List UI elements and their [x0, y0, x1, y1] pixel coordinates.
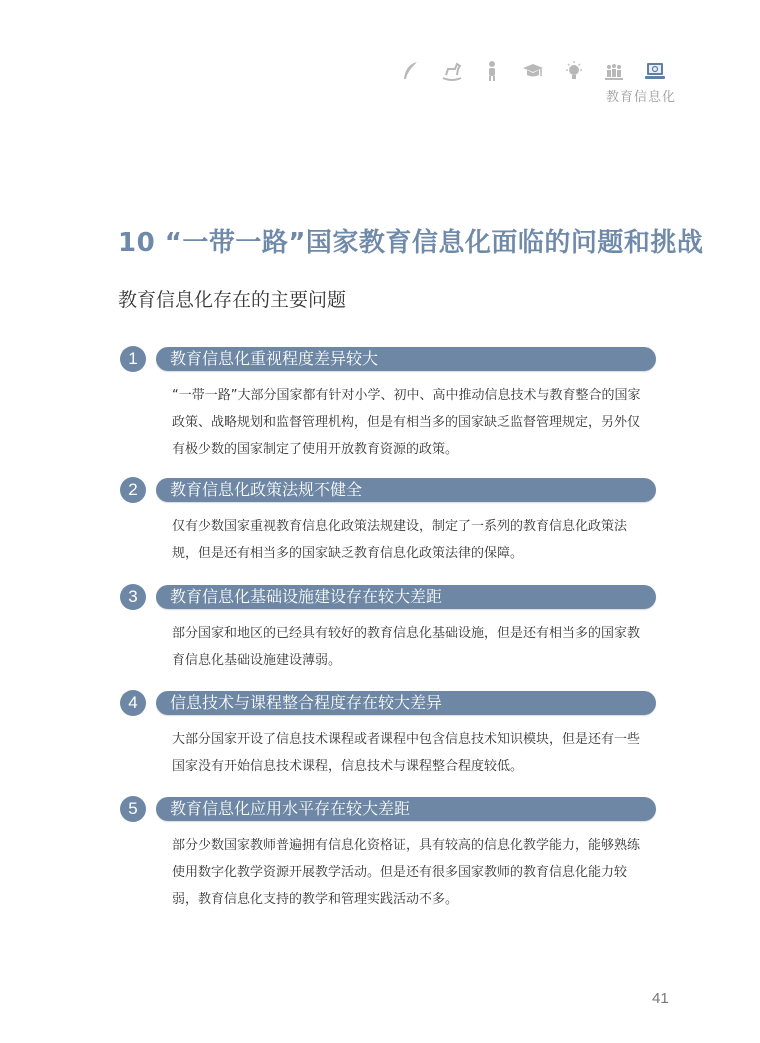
issue-number-badge: 3: [120, 584, 146, 610]
sub-title: 教育信息化存在的主要问题: [118, 289, 347, 311]
issue-body: 部分国家和地区的已经具有较好的教育信息化基础设施，但是还有相当多的国家教育信息化基础设施建设薄弱。: [172, 626, 641, 668]
issue-1: [118, 346, 648, 463]
issue-number-badge: 1: [120, 346, 146, 372]
issue-number-badge: 2: [120, 477, 146, 503]
rocking-horse-icon: [439, 58, 465, 84]
chapter-icon-strip: [398, 56, 668, 86]
lightbulb-icon: [561, 58, 587, 84]
issue-5: [118, 796, 648, 913]
issue-2: [118, 477, 648, 567]
page-number: 41: [652, 990, 669, 1007]
issue-4: [118, 690, 648, 780]
issue-number-badge: 4: [120, 690, 146, 716]
issue-body: 部分少数国家教师普遍拥有信息化资格证，具有较高的信息化教学能力，能够熟练使用数字化教学资源开展教学活动。但是还有很多国家教师的教育信息化能力较弱，教育信息化支持的教学和管理实践活动不多。: [172, 838, 641, 907]
issue-number-badge: 5: [120, 796, 146, 822]
issue-title-banner: 信息技术与课程整合程度存在较大差异: [156, 691, 656, 715]
child-icon: [479, 58, 505, 84]
issue-body: 仅有少数国家重视教育信息化政策法规建设，制定了一系列的教育信息化政策法规，但是还有相当多的国家缺乏教育信息化政策法律的保障。: [172, 519, 628, 561]
issue-body: 大部分国家开设了信息技术课程或者课程中包含信息技术知识模块，但是还有一些国家没有开始信息技术课程，信息技术与课程整合程度较低。: [172, 732, 641, 774]
people-group-icon: [601, 58, 627, 84]
issue-title-banner: 教育信息化政策法规不健全: [156, 478, 656, 502]
issue-body: “一带一路”大部分国家都有针对小学、初中、高中推动信息技术与教育整合的国家政策、战略规划和监督管理机构，但是有相当多的国家缺乏监督管理规定，另外仅有极少数的国家制定了使用开放教育资源的政策。: [172, 388, 641, 457]
laptop-icon: [642, 58, 668, 84]
page-title: 10 “一带一路”国家教育信息化面临的问题和挑战: [118, 228, 704, 258]
issue-title-banner: 教育信息化应用水平存在较大差距: [156, 797, 656, 821]
issue-title-banner: 教育信息化基础设施建设存在较大差距: [156, 585, 656, 609]
issue-title-banner: 教育信息化重视程度差异较大: [156, 347, 656, 371]
issue-3: [118, 584, 648, 674]
feather-icon: [398, 58, 424, 84]
section-label: 教育信息化: [606, 90, 677, 105]
graduation-cap-icon: [520, 58, 546, 84]
